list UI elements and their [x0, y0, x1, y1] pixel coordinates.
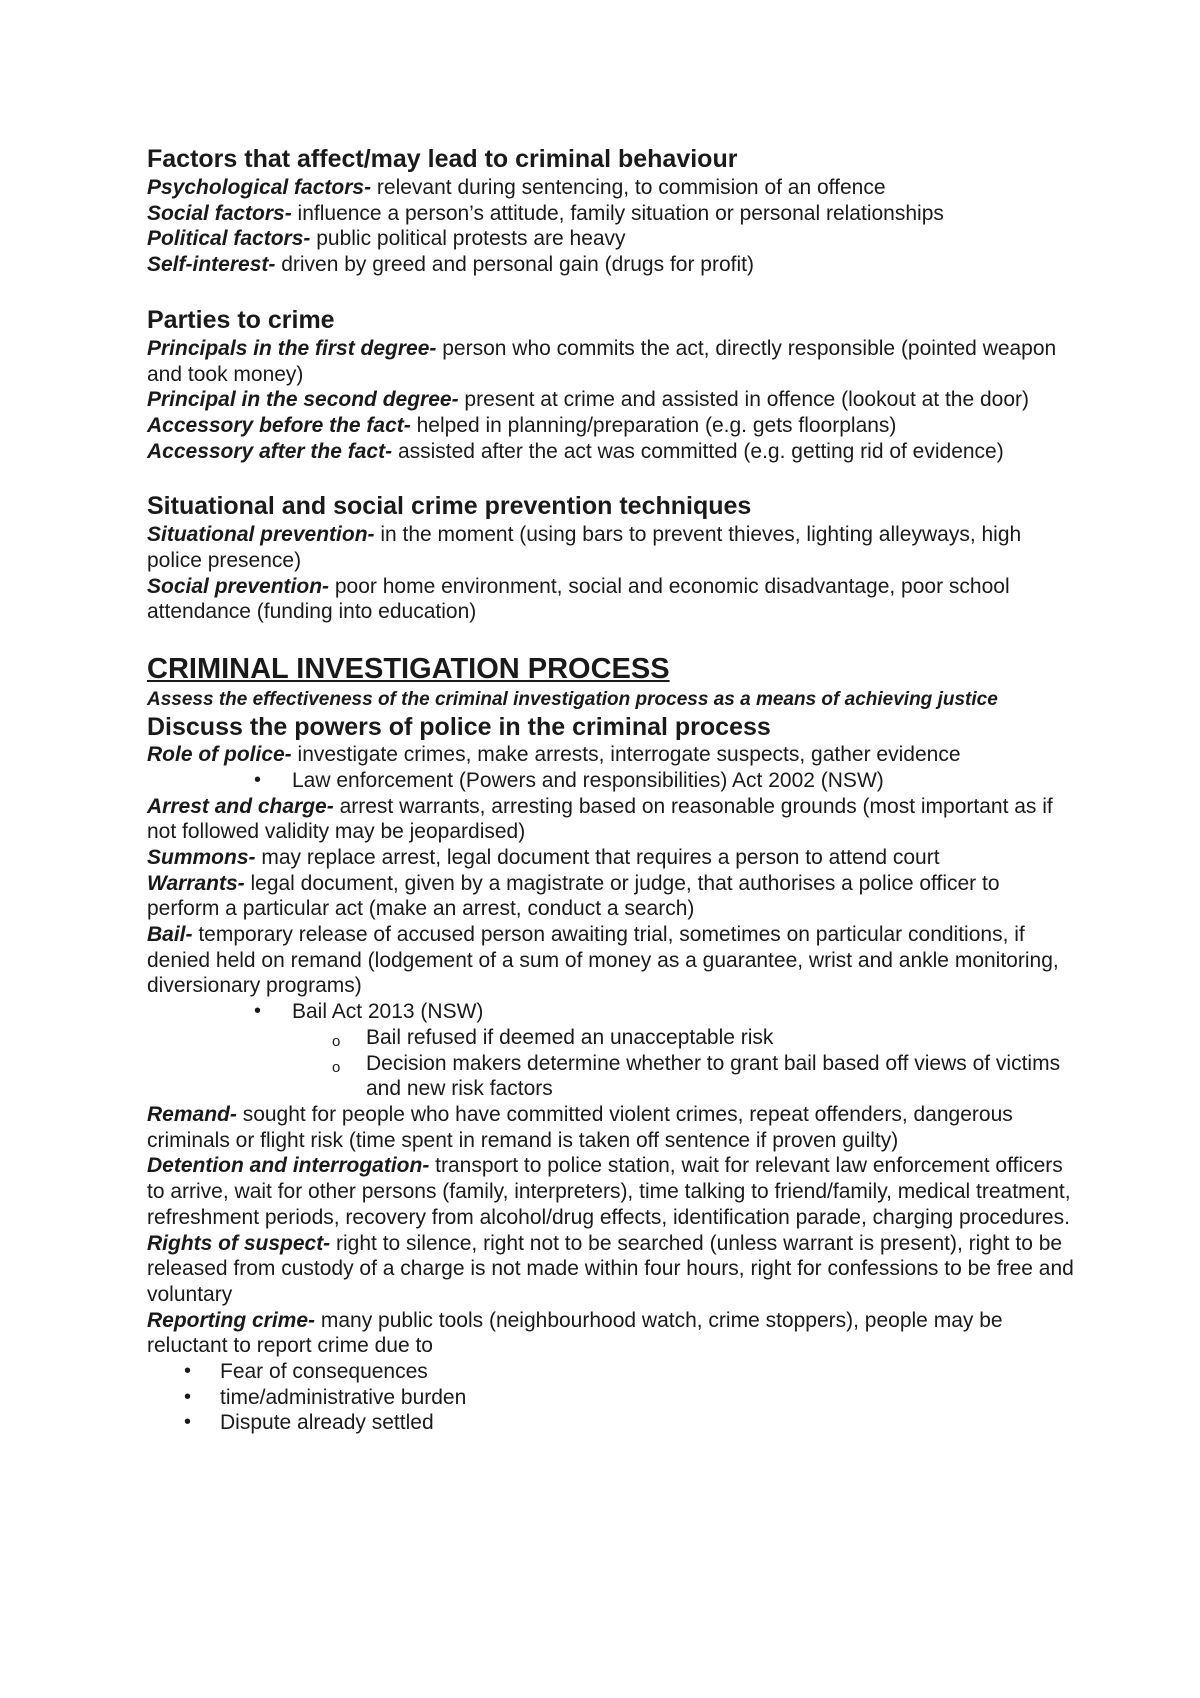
bail-bullet-list	[147, 999, 1077, 1102]
list-item: • Fear of consequences	[147, 1359, 1077, 1385]
bail: Bail- temporary release of accused person awaiting trial, sometimes on particular conditions, if denied held on remand (lodgement of a sum of money as a guarantee, wrist and ankle monitoring, diversionary programs)	[147, 923, 1059, 998]
list-item: • time/administrative burden	[147, 1385, 1077, 1411]
prevention-item: Social prevention- poor home environment, social and economic disadvantage, poor school attendance (funding into education)	[147, 574, 1010, 624]
rights-of-suspect: Rights of suspect- right to silence, right not to be searched (unless warrant is present), right to be released from custody of a charge is not made within four hours, right for confessions to be free and voluntary	[147, 1231, 1074, 1306]
warrants: Warrants- legal document, given by a magistrate or judge, that authorises a police officer to perform a particular act (make an arrest, conduct a search)	[147, 871, 1000, 921]
section-heading-prevention: Situational and social crime prevention techniques	[147, 492, 752, 521]
party-item: Accessory before the fact- helped in planning/preparation (e.g. gets floorplans)	[147, 413, 897, 437]
list-item: o Decision makers determine whether to grant bail based off views of victims and new risk factors	[147, 1051, 1077, 1102]
factor-item: Self-interest- driven by greed and personal gain (drugs for profit)	[147, 253, 754, 277]
factor-item: Social factors- influence a person’s attitude, family situation or personal relationships	[147, 201, 944, 225]
summons: Summons- may replace arrest, legal document that requires a person to attend court	[147, 845, 940, 869]
factor-item: Psychological factors- relevant during sentencing, to commision of an offence	[147, 176, 886, 199]
list-item: o Bail refused if deemed an unacceptable risk	[147, 1025, 1077, 1051]
assess-subheading: Assess the effectiveness of the criminal investigation process as a means of achieving justice	[147, 689, 998, 711]
factor-item: Political factors- public political protests are heavy	[147, 227, 626, 251]
party-item: Principals in the first degree- person who commits the act, directly responsible (pointed weapon and took money)	[147, 336, 1057, 386]
role-of-police: Role of police- investigate crimes, make arrests, interrogate suspects, gather evidence	[147, 743, 961, 767]
list-item: • Bail Act 2013 (NSW)	[147, 999, 1077, 1025]
section-heading-factors: Factors that affect/may lead to criminal behaviour	[147, 145, 738, 173]
remand: Remand- sought for people who have committed violent crimes, repeat offenders, dangerous criminals or flight risk (time spent in remand is taken off sentence if proven guilty)	[147, 1102, 1013, 1152]
party-item: Accessory after the fact- assisted after the act was committed (e.g. getting rid of evidence)	[147, 439, 1004, 463]
arrest-and-charge: Arrest and charge- arrest warrants, arresting based on reasonable grounds (most important as if not followed validity may be jeopardised)	[147, 794, 1053, 844]
reporting-crime: Reporting crime- many public tools (neighbourhood watch, crime stoppers), people may be reluctant to report crime due to	[147, 1308, 1003, 1358]
discuss-subheading: Discuss the powers of police in the criminal process	[147, 713, 771, 742]
detention-and-interrogation: Detention and interrogation- transport to police station, wait for relevant law enforcement officers to arrive, wait for other persons (family, interpreters), time talking to friend/family, medical treatment, refreshment periods, recovery from alcohol/drug effects, identification parade, charging procedures.	[147, 1154, 1071, 1229]
list-item: • Dispute already settled	[147, 1410, 1077, 1436]
investigation-title: CRIMINAL INVESTIGATION PROCESS	[147, 653, 670, 686]
role-bullet-list	[147, 768, 1077, 794]
party-item: Principal in the second degree- present at crime and assisted in offence (lookout at the door)	[147, 388, 1030, 412]
list-item: • Law enforcement (Powers and responsibilities) Act 2002 (NSW)	[147, 768, 1077, 794]
prevention-item: Situational prevention- in the moment (using bars to prevent thieves, lighting alleyways, high police presence)	[147, 523, 1022, 573]
document-content	[147, 143, 1077, 1436]
section-heading-parties: Parties to crime	[147, 305, 335, 334]
reporting-bullet-list	[147, 1359, 1077, 1436]
